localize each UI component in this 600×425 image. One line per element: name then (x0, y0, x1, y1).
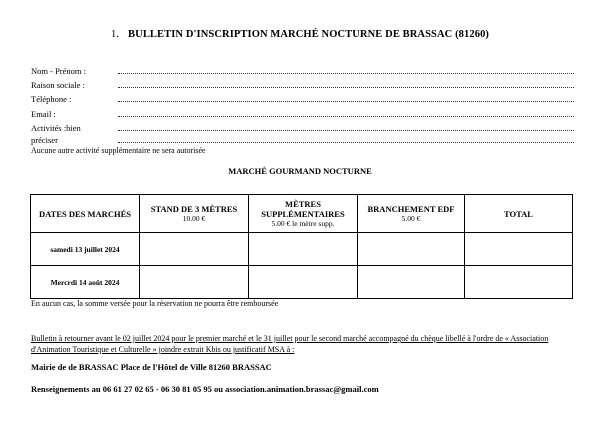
table-row (31, 233, 573, 266)
label-specify: préciser (31, 135, 58, 145)
label-phone: Téléphone : (31, 94, 72, 104)
label-email: Email : (31, 109, 56, 119)
activity-note: Aucune autre activité supplémentaire ne sera autorisée (31, 146, 206, 155)
return-instructions: Bulletin à retourner avant le 02 juillet 2024 pour le premier marché et le 31 juillet pour le second marché accompagné du chèque libellé à l'ordre de « Association d'Animation Touristique et Culturelle » joindre extrait Kbis ou justificatif MSA à : (31, 334, 549, 354)
header-edf: BRANCHEMENT EDF 5.00 € (358, 195, 465, 233)
phone-field[interactable] (118, 101, 574, 102)
table-row (31, 266, 573, 299)
total-cell[interactable] (465, 233, 573, 266)
extra-meters-cell[interactable] (249, 266, 358, 299)
activities-field-1[interactable] (118, 130, 574, 131)
header-extra-meters: MÈTRES SUPPLÉMENTAIRES 5.00 € le mètre supp. (249, 195, 358, 233)
stand-cell[interactable] (140, 233, 249, 266)
row-date: Mercrdi 14 août 2024 (31, 266, 140, 299)
label-activities: Activités :bien (31, 123, 81, 133)
activities-field-2[interactable] (118, 142, 574, 143)
edf-cell[interactable] (358, 233, 465, 266)
contact-line: Renseignements au 06 61 27 02 65 - 06 30 81 05 95 ou association.animation.brassac@gmail.com (31, 384, 379, 394)
form-title (0, 29, 600, 40)
table-header-row (31, 195, 573, 233)
stand-cell[interactable] (140, 266, 249, 299)
extra-meters-cell[interactable] (249, 233, 358, 266)
company-field[interactable] (118, 87, 574, 88)
title-number: 1. (110, 29, 120, 40)
edf-cell[interactable] (358, 266, 465, 299)
section-title: MARCHÉ GOURMAND NOCTURNE (228, 166, 372, 176)
address-line: Mairie de de BRASSAC Place de l'Hôtel de Ville 81260 BRASSAC (31, 362, 272, 372)
title-text: BULLETIN D'INSCRIPTION MARCHÉ NOCTURNE DE BRASSAC (81260) (128, 29, 490, 40)
header-dates: DATES DES MARCHÉS (31, 195, 140, 233)
total-cell[interactable] (465, 266, 573, 299)
name-field[interactable] (118, 73, 574, 74)
header-total: TOTAL (465, 195, 573, 233)
header-stand: STAND DE 3 MÈTRES 10.00 € (140, 195, 249, 233)
label-company: Raison sociale : (31, 80, 85, 90)
pricing-table (30, 194, 573, 299)
email-field[interactable] (118, 116, 574, 117)
row-date: samedi 13 juillet 2024 (31, 233, 140, 266)
refund-notice: En aucun cas, la somme versée pour la réservation ne pourra être remboursée (31, 299, 279, 308)
label-name: Nom - Prénom : (31, 66, 87, 76)
